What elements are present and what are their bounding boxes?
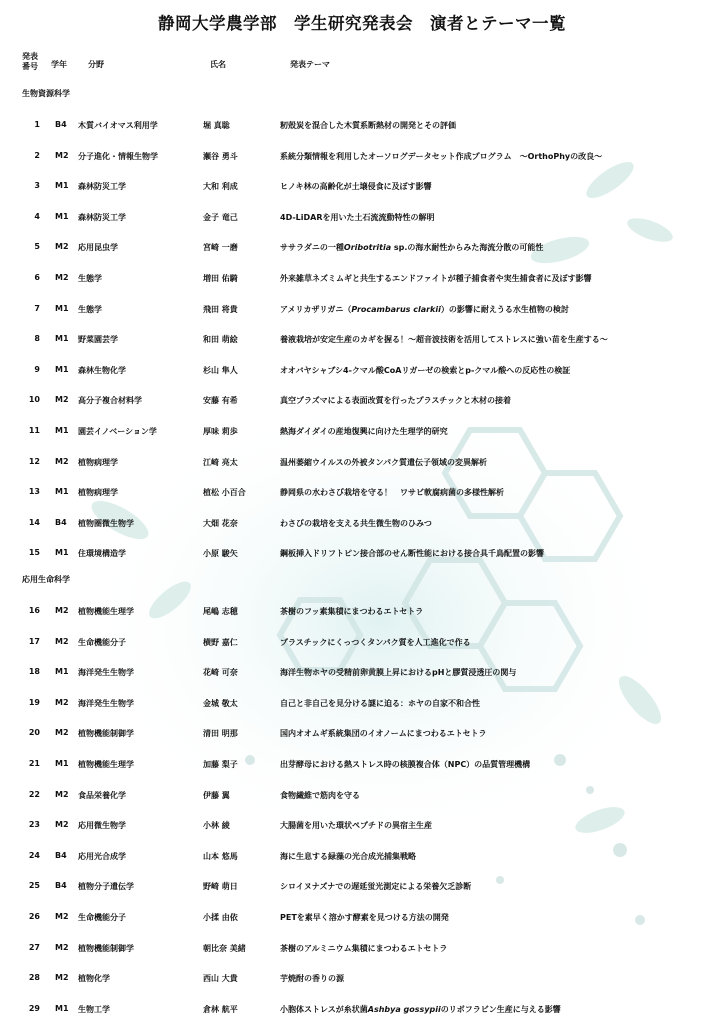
theme-text: 小胞体ストレスが糸状菌 bbox=[280, 1004, 368, 1014]
student-year: M2 bbox=[55, 456, 69, 466]
research-field: 生態学 bbox=[78, 274, 102, 283]
header-number bbox=[22, 52, 44, 72]
presentation-number: 13 bbox=[28, 487, 40, 497]
presentation-number: 3 bbox=[34, 181, 40, 191]
header-number-line1: 発表 bbox=[22, 52, 38, 61]
presentation-theme: ヒノキ林の高齢化が土壌侵食に及ぼす影響 bbox=[280, 182, 432, 192]
presenter-name: 野崎 萌日 bbox=[203, 882, 238, 892]
table-row bbox=[0, 912, 724, 926]
presentation-number: 17 bbox=[28, 636, 40, 646]
presentation-number: 23 bbox=[28, 820, 40, 830]
presentation-theme: 自己と非自己を見分ける謎に迫る：ホヤの自家不和合性 bbox=[280, 698, 480, 708]
presentation-theme: 海洋生物ホヤの受精前卵黄膜上昇におけるpHと膠質浸透圧の関与 bbox=[280, 668, 517, 678]
presenter-name: 横野 嘉仁 bbox=[203, 637, 238, 647]
student-year: M1 bbox=[55, 426, 69, 435]
header-name: 氏名 bbox=[210, 60, 226, 69]
research-field: 植物分子遺伝学 bbox=[78, 882, 134, 892]
presentation-number: 8 bbox=[34, 334, 40, 344]
presenter-name: 山本 悠馬 bbox=[203, 851, 238, 861]
presentation-theme: 鋼板挿入ドリフトピン接合部のせん断性能における接合具千鳥配置の影響 bbox=[280, 549, 544, 559]
presentation-theme: 静岡県の水わさび栽培を守る！ ワサビ軟腐病菌の多様性解析 bbox=[280, 488, 504, 498]
student-year: B4 bbox=[55, 120, 67, 129]
research-field: 食品栄養化学 bbox=[78, 790, 126, 800]
presenter-name: 江崎 亮太 bbox=[203, 457, 238, 467]
table-row bbox=[0, 273, 724, 287]
research-field: 応用微生物学 bbox=[78, 821, 126, 831]
section-heading: 生物資源科学 bbox=[22, 89, 70, 98]
presenter-name: 大和 利成 bbox=[203, 182, 238, 192]
research-field: 分子進化・情報生物学 bbox=[78, 151, 158, 161]
table-row bbox=[0, 518, 724, 532]
presenter-name: 小原 駿矢 bbox=[203, 549, 238, 559]
presentation-theme: 食物繊維で筋肉を守る bbox=[280, 790, 360, 800]
table-row bbox=[0, 304, 724, 318]
research-field: 植物機能生理学 bbox=[78, 760, 134, 769]
presentation-theme: 熱海ダイダイの産地復興に向けた生理学的研究 bbox=[280, 427, 448, 436]
table-row bbox=[0, 151, 724, 165]
research-field: 森林生物化学 bbox=[78, 365, 126, 375]
theme-text: アメリカザリガニ（ bbox=[280, 304, 352, 314]
table-row bbox=[0, 851, 724, 865]
student-year: M1 bbox=[55, 364, 69, 374]
student-year: M1 bbox=[55, 334, 69, 344]
presentation-theme: 籾殻炭を混合した木質系断熱材の開発とその評価 bbox=[280, 121, 456, 130]
header-theme: 発表テーマ bbox=[290, 60, 330, 69]
presenter-name: 加藤 梨子 bbox=[203, 760, 238, 769]
student-year: M1 bbox=[55, 303, 69, 313]
research-field: 海洋発生生物学 bbox=[78, 698, 134, 708]
presentation-theme bbox=[280, 242, 543, 253]
theme-text: ）の影響に耐えうる水生植物の検討 bbox=[440, 304, 569, 314]
table-row bbox=[0, 820, 724, 834]
student-year: M1 bbox=[55, 548, 69, 558]
student-year: M2 bbox=[55, 273, 69, 282]
student-year: M2 bbox=[55, 728, 69, 738]
presentation-theme bbox=[280, 1004, 561, 1015]
presentation-number: 6 bbox=[34, 273, 40, 282]
presentation-number: 4 bbox=[34, 211, 40, 221]
presenter-name: 小林 綾 bbox=[203, 821, 230, 831]
student-year: B4 bbox=[55, 881, 67, 891]
presenter-name: 和田 萌絵 bbox=[203, 335, 238, 345]
table-row bbox=[0, 181, 724, 195]
presentation-number: 28 bbox=[28, 973, 40, 983]
presentation-number: 24 bbox=[28, 850, 40, 860]
student-year: M2 bbox=[55, 606, 69, 615]
student-year: B4 bbox=[55, 517, 67, 527]
table-row bbox=[0, 606, 724, 620]
presentation-number: 25 bbox=[28, 881, 40, 891]
table-row bbox=[0, 943, 724, 957]
table-row bbox=[0, 698, 724, 712]
student-year: M2 bbox=[55, 697, 69, 707]
research-field: 植物病理学 bbox=[78, 488, 118, 498]
presentation-number: 18 bbox=[28, 667, 40, 677]
table-row bbox=[0, 759, 724, 773]
theme-species-name: Oribotritia bbox=[343, 243, 392, 253]
presentation-theme: 外来雑草ネズミムギと共生するエンドファイトが種子捕食者や実生捕食者に及ぼす影響 bbox=[280, 274, 592, 283]
presenter-name: 厚味 莉歩 bbox=[203, 427, 238, 436]
table-row bbox=[0, 395, 724, 409]
presentation-theme: わさびの栽培を支える共生微生物のひみつ bbox=[280, 518, 432, 528]
presenter-name: 西山 大貴 bbox=[203, 974, 238, 984]
presentation-number: 15 bbox=[28, 548, 40, 558]
student-year: M2 bbox=[55, 242, 69, 252]
student-year: M1 bbox=[55, 667, 69, 677]
presentation-theme: 茶樹のフッ素集積にまつわるエトセトラ bbox=[280, 607, 424, 616]
presenter-name: 朝比奈 美緒 bbox=[203, 943, 246, 953]
presenter-name: 金子 竜己 bbox=[203, 212, 238, 222]
presentation-number: 11 bbox=[28, 426, 40, 435]
presentation-theme: 出芽酵母における熱ストレス時の核膜複合体（NPC）の品質管理機構 bbox=[280, 760, 531, 769]
presentation-theme bbox=[280, 304, 569, 315]
research-field: 植物機能制御学 bbox=[78, 729, 134, 739]
research-field: 応用光合成学 bbox=[78, 851, 126, 861]
table-row bbox=[0, 365, 724, 379]
header-year: 学年 bbox=[51, 60, 67, 69]
table-row bbox=[0, 1004, 724, 1018]
presentation-number: 5 bbox=[34, 242, 40, 252]
presenter-name: 清田 明那 bbox=[203, 729, 238, 739]
research-field: 森林防災工学 bbox=[78, 212, 126, 222]
presentation-number: 29 bbox=[28, 1003, 40, 1013]
presenter-name: 宮崎 一磨 bbox=[203, 243, 238, 253]
theme-species-name: Ashbya gossypii bbox=[367, 1004, 441, 1014]
presenter-name: 小揉 由依 bbox=[203, 913, 238, 922]
research-field: 生物工学 bbox=[78, 1004, 110, 1014]
presentation-number: 10 bbox=[28, 395, 40, 405]
table-row bbox=[0, 667, 724, 681]
table-row bbox=[0, 548, 724, 562]
presentation-theme: 養液栽培が安定生産のカギを握る！～超音波技術を活用してストレスに強い苗を生産する～ bbox=[280, 335, 608, 345]
research-field: 植物病理学 bbox=[78, 457, 118, 467]
table-row bbox=[0, 242, 724, 256]
presentation-theme: 大腸菌を用いた環状ペプチドの異宿主生産 bbox=[280, 821, 432, 831]
table-row bbox=[0, 487, 724, 501]
document-title: 静岡大学農学部 学生研究発表会 演者とテーマ一覧 bbox=[158, 14, 566, 33]
student-year: M2 bbox=[55, 395, 69, 405]
student-year: M1 bbox=[55, 1003, 69, 1013]
presenter-name: 大畑 花奈 bbox=[203, 518, 238, 528]
presentation-number: 1 bbox=[34, 120, 40, 129]
student-year: M2 bbox=[55, 789, 69, 799]
presenter-name: 増田 佑騎 bbox=[203, 274, 238, 283]
section-heading: 応用生命科学 bbox=[22, 575, 70, 584]
presentation-number: 20 bbox=[28, 728, 40, 738]
presentation-number: 16 bbox=[28, 606, 40, 615]
header-field: 分野 bbox=[88, 60, 104, 69]
presenter-name: 杉山 隼人 bbox=[203, 365, 238, 375]
presentation-number: 9 bbox=[34, 364, 40, 374]
research-field: 高分子複合材料学 bbox=[78, 396, 142, 406]
presentation-number: 12 bbox=[28, 456, 40, 466]
presenter-name: 倉林 航平 bbox=[203, 1004, 238, 1014]
research-field: 生態学 bbox=[78, 304, 102, 314]
presentation-theme: シロイヌナズナでの遅延蛍光測定による栄養欠乏診断 bbox=[280, 882, 472, 892]
student-year: M1 bbox=[55, 487, 69, 497]
research-field: 応用昆虫学 bbox=[78, 243, 118, 253]
presentation-number: 22 bbox=[28, 789, 40, 799]
student-year: B4 bbox=[55, 850, 67, 860]
presentation-theme: 海に生息する緑藻の光合成光捕集戦略 bbox=[280, 851, 416, 861]
table-row bbox=[0, 426, 724, 440]
presenter-name: 堀 真聡 bbox=[203, 121, 230, 130]
student-year: M2 bbox=[55, 912, 69, 921]
table-row bbox=[0, 212, 724, 226]
presentation-theme: 国内オオムギ系統集団のイオノームにまつわるエトセトラ bbox=[280, 729, 487, 739]
table-row bbox=[0, 790, 724, 804]
presenter-name: 安藤 有希 bbox=[203, 396, 238, 406]
student-year: M1 bbox=[55, 211, 69, 221]
research-field: 植物化学 bbox=[78, 974, 110, 984]
presentation-theme: PETを素早く溶かす酵素を見つける方法の開発 bbox=[280, 913, 449, 922]
presenter-name: 植松 小百合 bbox=[203, 488, 246, 498]
table-row bbox=[0, 334, 724, 348]
presentation-number: 21 bbox=[28, 759, 40, 768]
research-field: 植物圏微生物学 bbox=[78, 518, 134, 528]
student-year: M2 bbox=[55, 942, 69, 952]
presentation-theme: 系統分類情報を利用したオーソログデータセット作成プログラム ～OrthoPhyの改良～ bbox=[280, 151, 603, 161]
student-year: M1 bbox=[55, 181, 69, 191]
theme-text: ササラダニの一種 bbox=[280, 243, 344, 253]
presenter-name: 瀬谷 勇斗 bbox=[203, 151, 238, 161]
presentation-theme: 茶樹のアルミニウム集積にまつわるエトセトラ bbox=[280, 943, 448, 953]
research-field: 野菜園芸学 bbox=[78, 335, 118, 345]
presenter-name: 飛田 将貴 bbox=[203, 304, 238, 314]
theme-species-name: Procambarus clarkii bbox=[351, 304, 441, 314]
student-year: M2 bbox=[55, 820, 69, 830]
presentation-number: 27 bbox=[28, 942, 40, 952]
presentation-number: 19 bbox=[28, 697, 40, 707]
table-row bbox=[0, 120, 724, 134]
table-row bbox=[0, 637, 724, 651]
research-field: 生命機能分子 bbox=[78, 637, 126, 647]
presenter-name: 伊藤 翼 bbox=[203, 790, 230, 800]
presentation-theme: 4D-LiDARを用いた土石流流動特性の解明 bbox=[280, 212, 435, 222]
presentation-theme: オオバヤシャブシ4-クマル酸CoAリガーゼの検索とp-クマル酸への反応性の検証 bbox=[280, 365, 571, 375]
research-field: 森林防災工学 bbox=[78, 182, 126, 192]
presentation-theme: 芋焼酎の香りの源 bbox=[280, 974, 344, 984]
research-field: 海洋発生生物学 bbox=[78, 668, 134, 678]
presentation-number: 14 bbox=[28, 517, 40, 527]
presentation-theme: 温州萎縮ウイルスの外被タンパク質遺伝子領域の変異解析 bbox=[280, 457, 487, 467]
student-year: M2 bbox=[55, 150, 69, 160]
research-field: 園芸イノベーション学 bbox=[78, 427, 157, 436]
presentation-number: 7 bbox=[34, 303, 40, 313]
table-row bbox=[0, 881, 724, 895]
theme-text: のリボフラビン生産に与える影響 bbox=[440, 1004, 561, 1014]
presenter-name: 尾嶋 志穂 bbox=[203, 607, 238, 616]
presenter-name: 花崎 可奈 bbox=[203, 668, 238, 678]
student-year: M2 bbox=[55, 973, 69, 983]
research-field: 住環境構造学 bbox=[78, 549, 126, 559]
research-field: 植物機能制御学 bbox=[78, 943, 134, 953]
table-row bbox=[0, 728, 724, 742]
presentation-theme: 真空プラズマによる表面改質を行ったプラスチックと木材の接着 bbox=[280, 396, 511, 406]
theme-text: sp.の海水耐性からみた海流分散の可能性 bbox=[391, 243, 544, 253]
table-row bbox=[0, 457, 724, 471]
presentation-theme: プラスチックにくっつくタンパク質を人工進化で作る bbox=[280, 637, 471, 647]
presenter-name: 金城 敬太 bbox=[203, 698, 238, 708]
presentation-number: 2 bbox=[34, 150, 40, 160]
student-year: M1 bbox=[55, 759, 69, 768]
header-number-line2: 番号 bbox=[22, 62, 38, 71]
research-field: 木質バイオマス利用学 bbox=[78, 121, 158, 130]
research-field: 植物機能生理学 bbox=[78, 607, 134, 616]
student-year: M2 bbox=[55, 636, 69, 646]
presentation-number: 26 bbox=[28, 912, 40, 921]
table-row bbox=[0, 973, 724, 987]
research-field: 生命機能分子 bbox=[78, 913, 126, 922]
